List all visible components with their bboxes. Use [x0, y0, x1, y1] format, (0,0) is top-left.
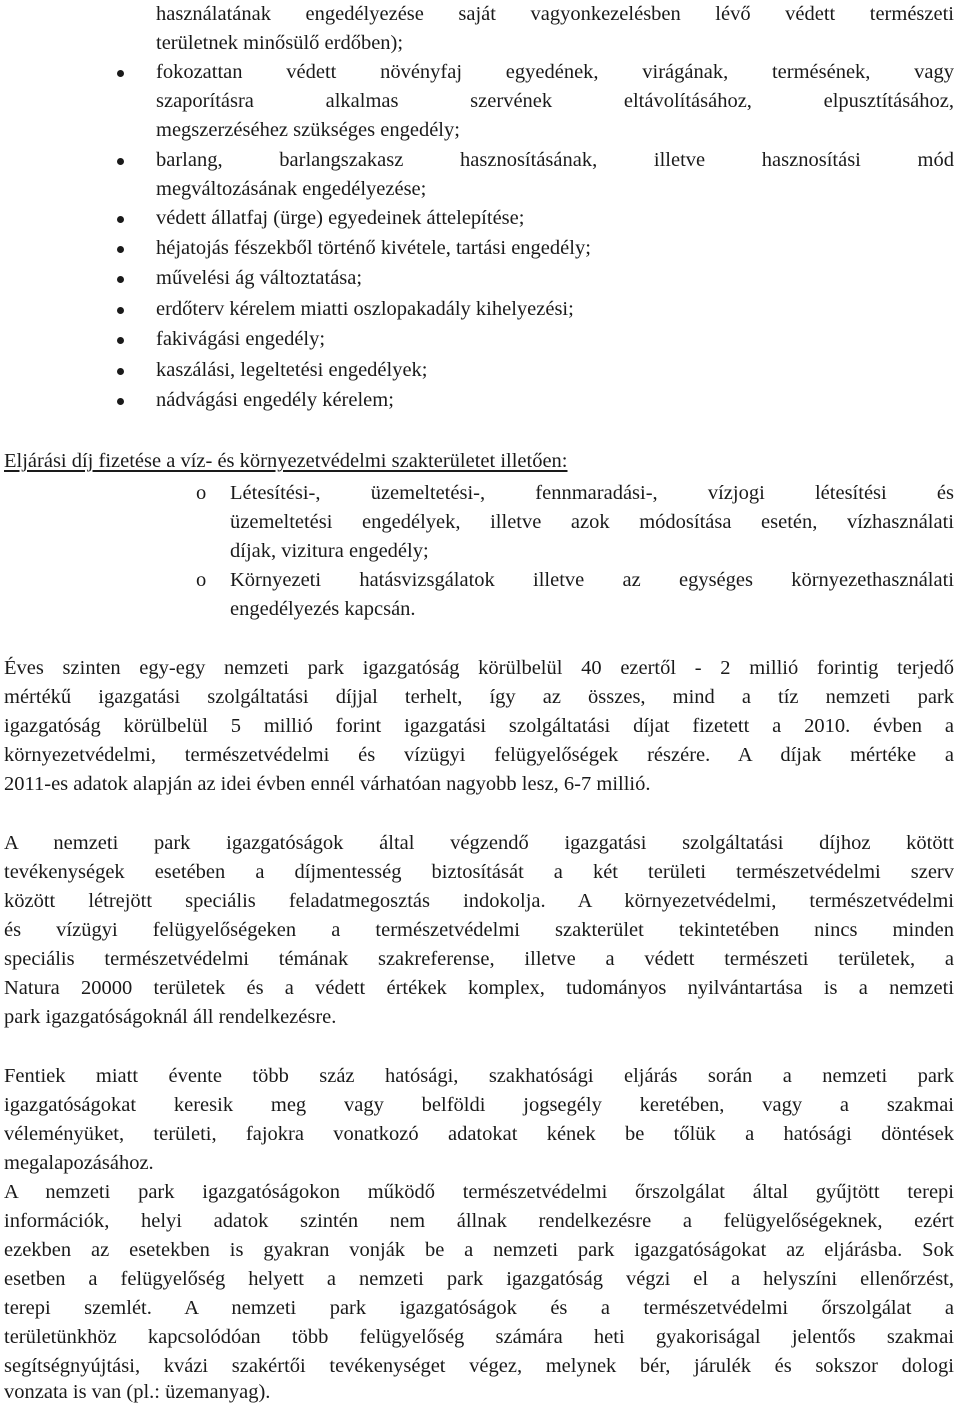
- paragraph-line: mértékű igazgatási szolgáltatási díjjal terhelt, így az összes, mind a tíz nemzeti park: [4, 686, 954, 708]
- circle-bullet-icon: o: [196, 482, 207, 504]
- paragraph-line: park igazgatóságoknál áll rendelkezésre.: [4, 1006, 337, 1028]
- paragraph-line: igazgatóság körülbelül 5 millió forint igazgatási szolgáltatási díjat fizetett a 2010. évben a: [4, 715, 954, 737]
- paragraph-line: vonzata is van (pl.: üzemanyag).: [4, 1381, 271, 1403]
- list-item: megszerzéséhez szükséges engedély;: [156, 119, 460, 141]
- paragraph-line: információk, helyi adatok szintén nem állnak rendelkezésre a felügyelőségeknek, ezért: [4, 1210, 954, 1232]
- bullet-dot-icon: [117, 276, 124, 283]
- bullet-continuation-line: használatának engedélyezése saját vagyonkezelésben lévő védett természeti: [156, 3, 954, 25]
- fee-list-item: Környezeti hatásvizsgálatok illetve az egységes környezethasználati: [230, 569, 954, 591]
- paragraph-line: igazgatóságokat keresik meg vagy belföldi jogsegély keretében, vagy a szakmai: [4, 1094, 954, 1116]
- list-item: fokozattan védett növényfaj egyedének, virágának, termésének, vagy: [156, 61, 954, 83]
- list-item: erdőterv kérelem miatti oszlopakadály kihelyezési;: [156, 298, 574, 320]
- bullet-dot-icon: [117, 70, 124, 77]
- paragraph-line: segítségnyújtási, kvázi szakértői tevékenységet végez, melynek bér, járulék és sokszor dologi: [4, 1355, 954, 1377]
- list-item: fakivágási engedély;: [156, 328, 326, 350]
- paragraph-line: környezetvédelmi, természetvédelmi és vízügyi felügyelőségek részére. A díjak mértéke a: [4, 744, 954, 766]
- bullet-dot-icon: [117, 158, 124, 165]
- paragraph-line: Fentiek miatt évente több száz hatósági, szakhatósági eljárás során a nemzeti park: [4, 1065, 954, 1087]
- bullet-dot-icon: [117, 307, 124, 314]
- paragraph-line: terepi szemlét. A nemzeti park igazgatóságok és a természetvédelmi őrszolgálat a: [4, 1297, 954, 1319]
- paragraph-line: 2011-es adatok alapján az idei évben ennél várhatóan nagyobb lesz, 6-7 millió.: [4, 773, 651, 795]
- bullet-dot-icon: [117, 216, 124, 223]
- bullet-dot-icon: [117, 337, 124, 344]
- list-item: szaporításra alkalmas szervének eltávolításához, elpusztításához,: [156, 90, 954, 112]
- list-item: héjatojás fészekből történő kivétele, tartási engedély;: [156, 237, 591, 259]
- list-item: nádvágási engedély kérelem;: [156, 389, 394, 411]
- bullet-dot-icon: [117, 246, 124, 253]
- list-item: megváltozásának engedélyezése;: [156, 178, 427, 200]
- bullet-dot-icon: [117, 368, 124, 375]
- bullet-dot-icon: [117, 398, 124, 405]
- paragraph-line: A nemzeti park igazgatóságok által végzendő igazgatási szolgáltatási díjhoz kötött: [4, 832, 954, 854]
- paragraph-line: és vízügyi felügyelőségeken a természetvédelmi szakterület tekintetében nincs minden: [4, 919, 954, 941]
- paragraph-line: A nemzeti park igazgatóságokon működő természetvédelmi őrszolgálat által gyűjtött terepi: [4, 1181, 954, 1203]
- paragraph-line: Natura 20000 területek és a védett értékek komplex, tudományos nyilvántartása is a nemzeti: [4, 977, 954, 999]
- fee-section-heading: Eljárási díj fizetése a víz- és környezetvédelmi szakterületet illetően:: [4, 450, 568, 472]
- paragraph-line: ezekben az esetekben is gyakran vonják be a nemzeti park igazgatóságokat az eljárásba. Sok: [4, 1239, 954, 1261]
- paragraph-line: speciális természetvédelmi témának szakreferense, illetve a védett természeti területek, a: [4, 948, 954, 970]
- fee-list-item: üzemeltetési engedélyek, illetve azok módosítása esetén, vízhasználati: [230, 511, 954, 533]
- circle-bullet-icon: o: [196, 569, 207, 591]
- fee-list-item: Létesítési-, üzemeltetési-, fennmaradási-, vízjogi létesítési és: [230, 482, 954, 504]
- list-item: kaszálási, legeltetési engedélyek;: [156, 359, 428, 381]
- fee-list-item: díjak, vizitura engedély;: [230, 540, 429, 562]
- bullet-continuation-line: területnek minősülő erdőben);: [156, 32, 404, 54]
- list-item: védett állatfaj (ürge) egyedeinek áttelepítése;: [156, 207, 525, 229]
- fee-list-item: engedélyezés kapcsán.: [230, 598, 416, 620]
- paragraph-line: között létrejött speciális feladatmegosztás indokolja. A környezetvédelmi, természetvédelmi: [4, 890, 954, 912]
- list-item: művelési ág változtatása;: [156, 267, 363, 289]
- paragraph-line: megalapozásához.: [4, 1152, 154, 1174]
- paragraph-line: területünkhöz kapcsolódóan több felügyelőség számára heti gyakoriságal jelentős szakmai: [4, 1326, 954, 1348]
- list-item: barlang, barlangszakasz hasznosításának, illetve hasznosítási mód: [156, 149, 954, 171]
- paragraph-line: Éves szinten egy-egy nemzeti park igazgatóság körülbelül 40 ezertől - 2 millió forintig terjedő: [4, 657, 954, 679]
- paragraph-line: véleményüket, területi, fajokra vonatkozó adatokat kének be tőlük a hatósági döntések: [4, 1123, 954, 1145]
- paragraph-line: tevékenységek esetében a díjmentesség biztosítását a két területi természetvédelmi szerv: [4, 861, 954, 883]
- paragraph-line: esetben a felügyelőség helyett a nemzeti park igazgatóság végzi el a helyszíni ellenőrzést,: [4, 1268, 954, 1290]
